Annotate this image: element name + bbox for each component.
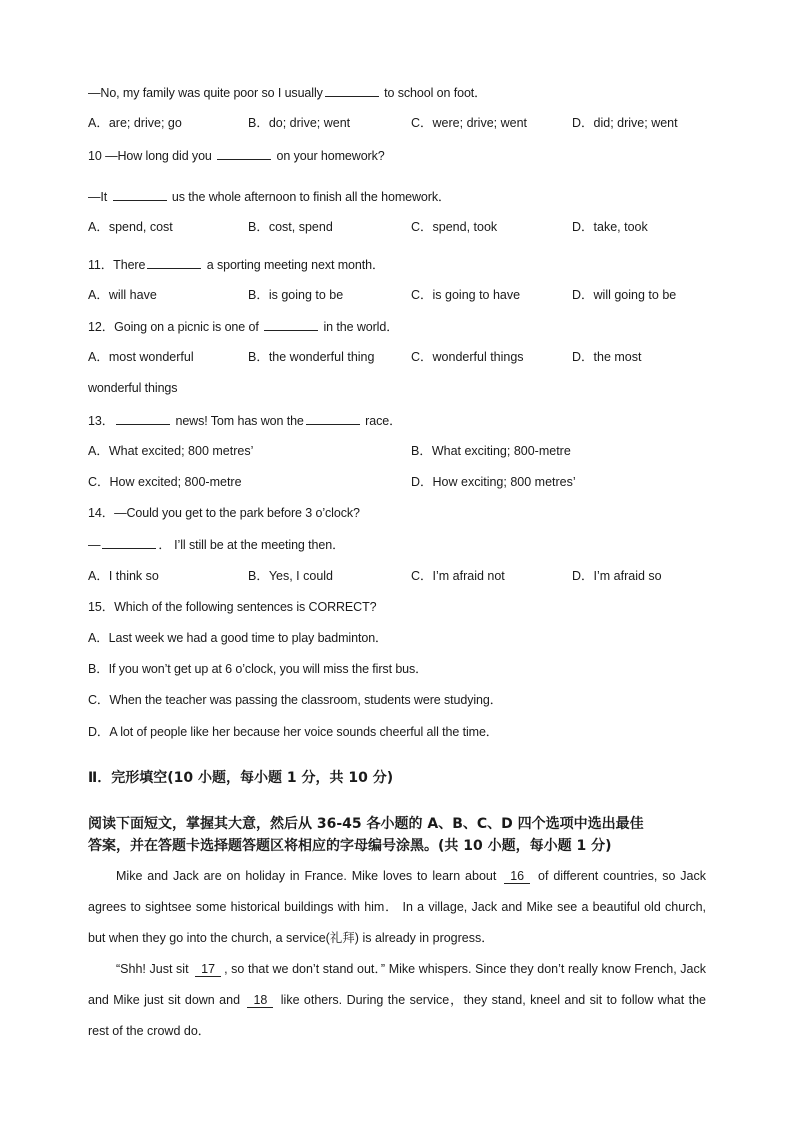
q9-blank xyxy=(325,84,379,97)
q12-option-a: A．most wonderful xyxy=(88,350,194,364)
q9-options xyxy=(88,115,728,131)
q13-stem-text-end: race． xyxy=(361,414,402,428)
q10-stem xyxy=(88,147,385,164)
passage-p2-text-mid: , so that we don’t stand out．” Mike whispers. Since they don’t really know French, Jack and Mike just sit down and xyxy=(88,962,706,1007)
q15-option-c: C．When the teacher was passing the classroom, students were studying． xyxy=(88,693,503,707)
q10-options xyxy=(88,219,728,235)
q12-option-b: B．the wonderful thing xyxy=(248,350,375,364)
q10-answer-text: —It xyxy=(88,190,111,204)
section-instruction xyxy=(88,813,708,857)
q11-options xyxy=(88,287,728,303)
q13-option-a: A．What excited; 800 metres’ xyxy=(88,444,254,458)
q11-option-d: D．will going to be xyxy=(572,288,677,302)
passage-p1-text-end: of different countries, so Jack agrees to sightsee some historical buildings with him． In a village, Jack and Mike see a beautiful old church, but when they go into the church, a service(礼拜) is already in progress． xyxy=(88,869,707,945)
q14-option-b: B．Yes, I could xyxy=(248,569,334,583)
q13-option-c: C．How excited; 800-metre xyxy=(88,475,242,489)
q12-blank xyxy=(264,318,318,331)
q13-blank-1 xyxy=(116,412,170,425)
q13-blank-2 xyxy=(306,412,360,425)
passage-p2-text-end: like others. During the service，they stand, kneel and sit to follow what the rest of the crowd do． xyxy=(88,993,706,1038)
q12-option-d-wrap: wonderful things xyxy=(88,381,178,395)
q9-option-b: B．do; drive; went xyxy=(248,116,351,130)
q13-option-b: B．What exciting; 800-metre xyxy=(411,444,571,458)
q14-option-c: C．I’m afraid not xyxy=(411,569,505,583)
q10-option-a: A．spend, cost xyxy=(88,220,173,234)
q12-stem xyxy=(88,318,399,335)
q10-stem-text-end: on your homework? xyxy=(273,149,385,163)
q9-answer-text: —No, my family was quite poor so I usually xyxy=(88,86,323,100)
q9-answer-text-end: to school on foot． xyxy=(380,86,487,100)
q14-blank xyxy=(102,536,156,549)
q13-stem xyxy=(88,412,401,429)
q11-stem-text: 11．There xyxy=(88,258,146,272)
q9-option-d: D．did; drive; went xyxy=(572,116,678,130)
q15-option-a: A．Last week we had a good time to play badminton． xyxy=(88,631,388,645)
passage-paragraph-1 xyxy=(88,861,706,954)
q14-options xyxy=(88,568,728,584)
q12-option-c: C．wonderful things xyxy=(411,350,524,364)
q15-stem: 15．Which of the following sentences is CORRECT? xyxy=(88,600,377,614)
q14-answer-line xyxy=(88,536,344,553)
q12-stem-text-end: in the world． xyxy=(320,320,399,334)
q10-option-d: D．take, took xyxy=(572,220,648,234)
section-title: Ⅱ．完形填空(10 小题，每小题 1 分，共 10 分) xyxy=(88,770,394,786)
q12-options xyxy=(88,349,728,365)
q10-blank xyxy=(217,147,271,160)
q11-blank xyxy=(147,256,201,269)
q14-answer-text: ． I’ll still be at the meeting then． xyxy=(158,538,345,552)
q9-answer-line xyxy=(88,84,487,101)
instruction-line-1: 阅读下面短文，掌握其大意，然后从 36-45 各小题的 A、B、C、D 四个选项中选出最佳 xyxy=(88,816,644,832)
passage-blank-17: 17 xyxy=(195,962,221,977)
passage-p1-text: Mike and Jack are on holiday in France. Mike loves to learn about xyxy=(116,869,502,883)
passage-paragraph-2 xyxy=(88,954,706,1047)
q14-dash: — xyxy=(88,538,101,552)
q13-number: 13． xyxy=(88,414,115,428)
q10-answer-text-end: us the whole afternoon to finish all the homework． xyxy=(168,190,451,204)
q10-option-c: C．spend, took xyxy=(411,220,498,234)
q13-stem-text: news! Tom has won the xyxy=(172,414,304,428)
q14-option-a: A．I think so xyxy=(88,569,159,583)
q11-option-c: C．is going to have xyxy=(411,288,521,302)
q10-answer-line xyxy=(88,188,450,205)
q9-option-a: A．are; drive; go xyxy=(88,116,182,130)
passage-blank-16: 16 xyxy=(504,869,530,884)
q11-stem xyxy=(88,256,384,273)
q15-option-b: B．If you won’t get up at 6 o’clock, you will miss the first bus． xyxy=(88,662,428,676)
q12-option-d: D．the most xyxy=(572,350,642,364)
q13-option-d: D．How exciting; 800 metres’ xyxy=(411,475,576,489)
q10-stem-text: 10 —How long did you xyxy=(88,149,216,163)
instruction-line-2: 答案，并在答题卡选择题答题区将相应的字母编号涂黑。(共 10 小题，每小题 1 分) xyxy=(88,838,612,854)
q9-option-c: C．were; drive; went xyxy=(411,116,528,130)
q10-answer-blank xyxy=(113,188,167,201)
q11-option-b: B．is going to be xyxy=(248,288,344,302)
q11-option-a: A．will have xyxy=(88,288,157,302)
q10-option-b: B．cost, spend xyxy=(248,220,333,234)
q13-options-row1 xyxy=(88,443,728,459)
q13-options-row2 xyxy=(88,474,728,490)
passage-blank-18: 18 xyxy=(247,993,273,1008)
q14-option-d: D．I’m afraid so xyxy=(572,569,662,583)
q14-stem: 14．—Could you get to the park before 3 o’clock? xyxy=(88,506,360,520)
q12-stem-text: 12．Going on a picnic is one of xyxy=(88,320,263,334)
q11-stem-text-end: a sporting meeting next month． xyxy=(203,258,385,272)
passage-p2-text: “Shh! Just sit xyxy=(116,962,193,976)
q15-option-d: D．A lot of people like her because her voice sounds cheerful all the time． xyxy=(88,725,499,739)
